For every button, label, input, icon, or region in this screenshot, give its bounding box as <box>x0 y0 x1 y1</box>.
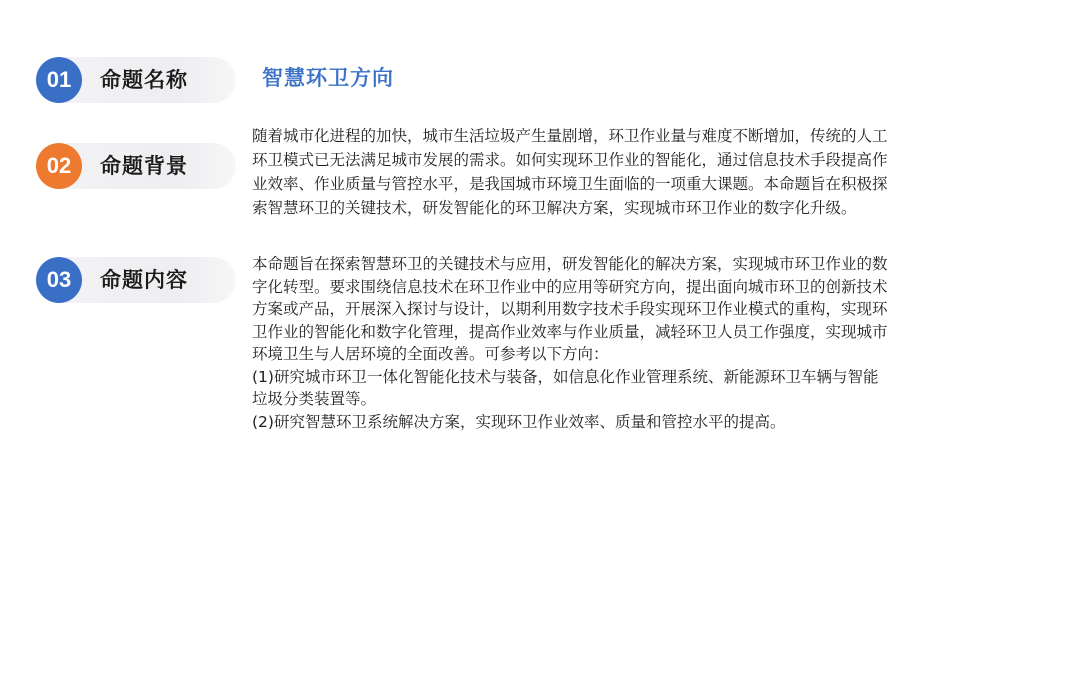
content-paragraph: 本命题旨在探索智慧环卫的关键技术与应用，研发智能化的解决方案，实现城市环卫作业的数 字化转型。要求围绕信息技术在环卫作业中的应用等研究方向，提出面向城市环卫的创新技术 方案或产品，开展深入探讨与设计，以期利用数字技术手段实现环卫作业模式的重构，实现环 卫作业的智能化和数字化管理，提高作业效率与作业质量，减轻环卫人员工作强度，实现城市 环境卫生与人居环境的全面改善。可参考以下方向： (1)研究城市环卫一体化智能化技术与装备，如信息化作业管理系统、新能源环卫车辆与智能 垃圾分类装置等。 (2)研究智慧环卫系统解决方案，实现环卫作业效率、质量和管控水平的提高。 <box>252 255 888 431</box>
section-label-03 <box>36 257 236 303</box>
section-label-text: 命题背景 <box>100 154 188 178</box>
section-number-badge: 03 <box>36 257 82 303</box>
section-label-text: 命题名称 <box>100 68 188 92</box>
background-paragraph: 随着城市化进程的加快，城市生活垃圾产生量剧增，环卫作业量与难度不断增加，传统的人工 环卫模式已无法满足城市发展的需求。如何实现环卫作业的智能化，通过信息技术手段提高作 业效率、作业质量与管控水平，是我国城市环境卫生面临的一项重大课题。本命题旨在积极探 索智慧环卫的关键技术，研发智能化的环卫解决方案，实现城市环卫作业的数字化升级。 <box>252 127 888 217</box>
section-label-01 <box>36 57 236 103</box>
topic-title: 智慧环卫方向 <box>262 66 394 90</box>
section-label-02 <box>36 143 236 189</box>
section-label-text: 命题内容 <box>100 268 188 292</box>
section-number-badge: 01 <box>36 57 82 103</box>
section-number-badge: 02 <box>36 143 82 189</box>
